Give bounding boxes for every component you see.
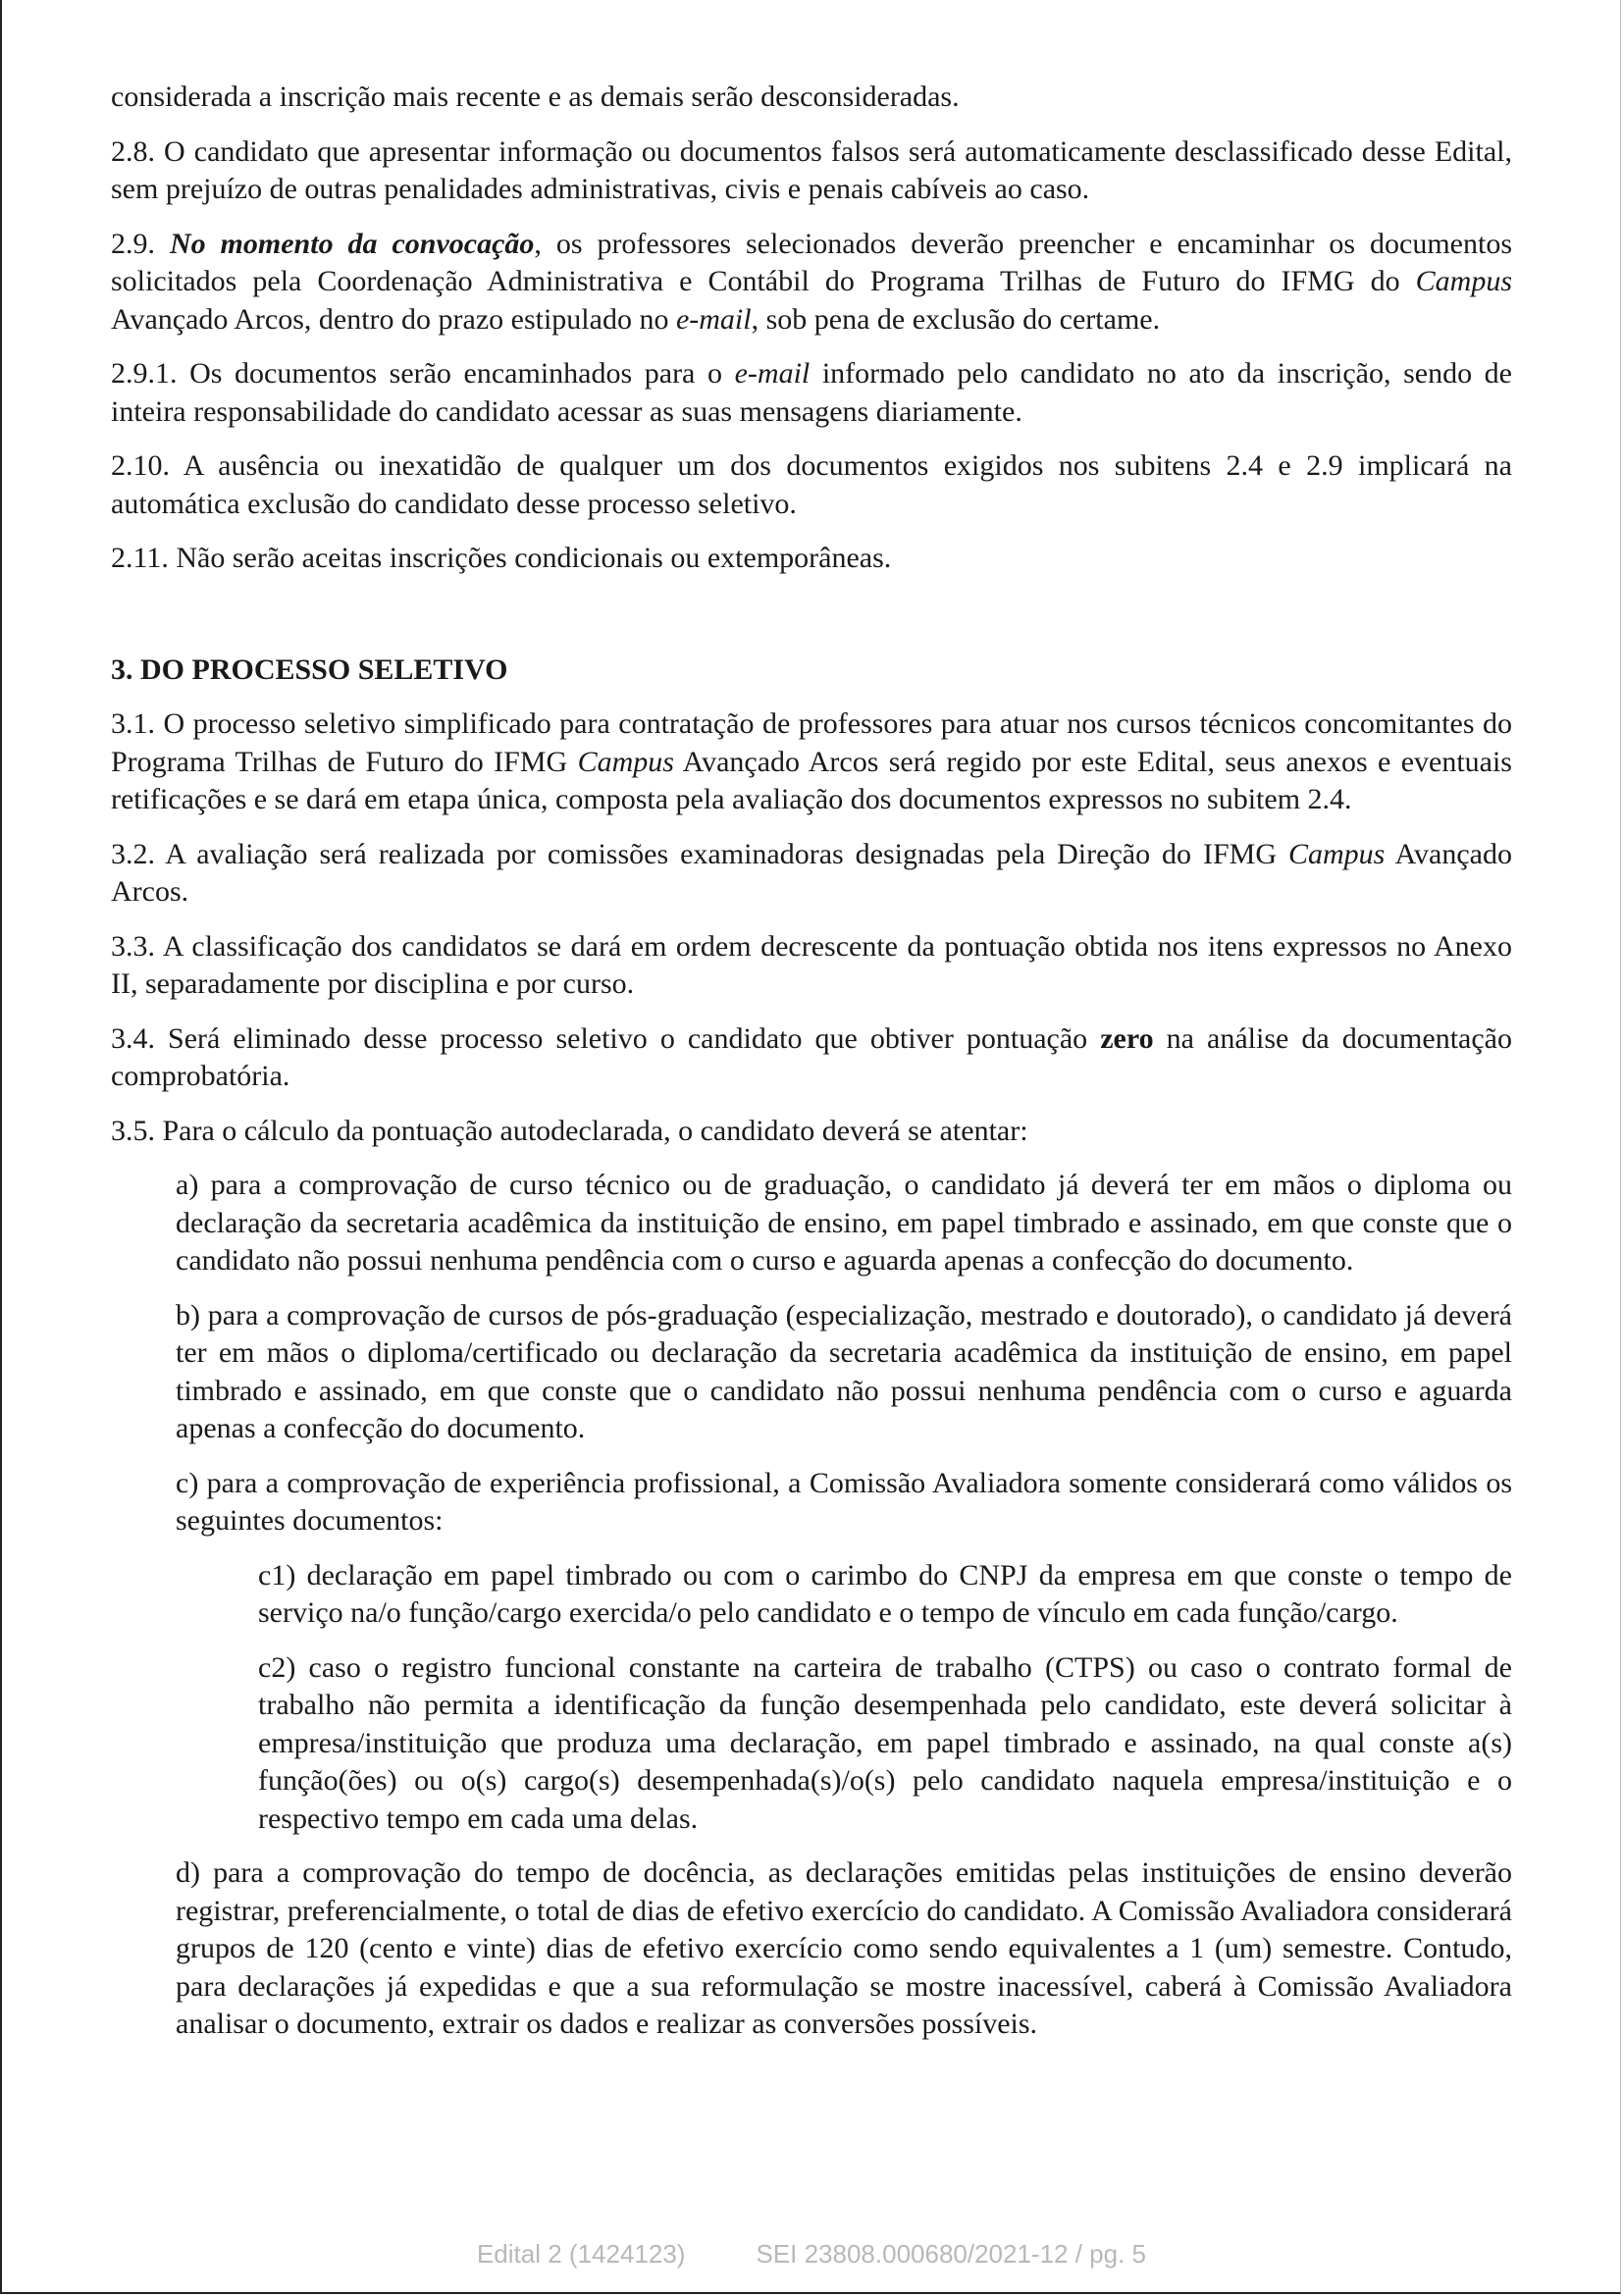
paragraph-3-4-text-2: na análise da documentação comprobatória. bbox=[111, 1021, 1512, 1092]
paragraph-2-9 bbox=[111, 226, 1512, 339]
item-3-5-b: b) para a comprovação de cursos de pós-graduação (especialização, mestrado e doutorado), o candidato já deverá ter em mãos o diploma/certificado ou declaração da secretaria acadêmica da instituição de ensino, em papel timbrado e assinado, em que conste que o candidato não possui nenhuma pendência com o curso e aguarda apenas a confecção do documento. bbox=[176, 1298, 1512, 1444]
paragraph-3-1-text-1: 3.1. O processo seletivo simplificado para contratação de professores para atuar nos cursos técnicos concomitantes do Programa Trilhas de Futuro do IFMG bbox=[111, 707, 1512, 778]
paragraph-3-2-italic-campus: Campus bbox=[1287, 837, 1386, 870]
paragraph-3-1-italic-campus: Campus bbox=[577, 745, 674, 778]
item-3-5-c1: c1) declaração em papel timbrado ou com o carimbo do CNPJ da empresa em que conste o tempo de serviço na/o função/cargo exercida/o pelo candidato e o tempo de vínculo em cada função/cargo. bbox=[258, 1558, 1512, 1629]
paragraph-2-9-text-2: Avançado Arcos, dentro do prazo estipulado no bbox=[111, 302, 676, 336]
paragraph-2-9-text-1: , os professores selecionados deverão preencher e encaminhar os documentos solicitados pela Coordenação Administrativa e Contábil do Programa Trilhas de Futuro do IFMG do bbox=[111, 227, 1512, 297]
paragraph-2-9-1-text-2: informado pelo candidato no ato da inscrição, sendo de inteira responsabilidade do candidato acessar as suas mensagens diariamente. bbox=[111, 357, 1512, 428]
paragraph-2-9-1 bbox=[111, 355, 1512, 431]
paragraph-2-9-1-italic-email: e-mail bbox=[734, 357, 811, 390]
footer-sei-reference: SEI 23808.000680/2021-12 / pg. 5 bbox=[756, 2239, 1147, 2269]
paragraph-2-8: 2.8. O candidato que apresentar informação ou documentos falsos será automaticamente desclassificado desse Edital, sem prejuízo de outras penalidades administrativas, civis e penais cabíveis ao caso. bbox=[111, 134, 1512, 205]
paragraph-3-2-text-2: Avançado Arcos. bbox=[111, 837, 1512, 908]
paragraph-2-11: 2.11. Não serão aceitas inscrições condicionais ou extemporâneas. bbox=[111, 542, 892, 574]
paragraph-3-4 bbox=[111, 1020, 1512, 1096]
item-3-5-c2: c2) caso o registro funcional constante na carteira de trabalho (CTPS) ou caso o contrato formal de trabalho não permita a identificação da função desempenhada pelo candidato, este deverá solicitar à empresa/instituição que produza uma declaração, em papel timbrado e assinado, na qual conste a(s) função(ões) ou o(s) cargo(s) desempenhada(s)/o(s) pelo candidato naquela empresa/instituição e o respectivo tempo em cada uma delas. bbox=[258, 1650, 1512, 1835]
paragraph-3-4-text-1: 3.4. Será eliminado desse processo seletivo o candidato que obtiver pontuação bbox=[111, 1021, 1101, 1055]
paragraph-2-9-1-text-1: 2.9.1. Os documentos serão encaminhados para o bbox=[111, 357, 735, 390]
paragraph-3-5: 3.5. Para o cálculo da pontuação autodeclarada, o candidato deverá se atentar: bbox=[111, 1114, 1028, 1147]
paragraph-3-1 bbox=[111, 705, 1512, 819]
paragraph-2-9-italic-campus: Campus bbox=[1415, 265, 1512, 297]
paragraph-3-4-bold-zero: zero bbox=[1100, 1021, 1154, 1055]
paragraph-2-10: 2.10. A ausência ou inexatidão de qualquer um dos documentos exigidos nos subitens 2.4 e 2.9 implicará na automática exclusão do candidato desse processo seletivo. bbox=[111, 449, 1512, 520]
footer-document-reference: Edital 2 (1424123) bbox=[476, 2239, 686, 2269]
section-spacer bbox=[111, 595, 1512, 652]
item-3-5-c: c) para a comprovação de experiência profissional, a Comissão Avaliadora somente considerará como válidos os seguintes documentos: bbox=[176, 1466, 1512, 1537]
paragraph-3-1-text-2: Avançado Arcos será regido por este Edital, seus anexos e eventuais retificações e se dará em etapa única, composta pela avaliação dos documentos expressos no subitem 2.4. bbox=[111, 745, 1512, 815]
document-body bbox=[111, 78, 1512, 2061]
item-3-5-a: a) para a comprovação de curso técnico ou de graduação, o candidato já deverá ter em mãos o diploma ou declaração da secretaria acadêmica da instituição de ensino, em papel timbrado e assinado, em que conste que o candidato não possui nenhuma pendência com o curso e aguarda apenas a confecção do documento. bbox=[176, 1169, 1512, 1277]
page-footer bbox=[0, 2239, 1623, 2270]
paragraph-3-3: 3.3. A classificação dos candidatos se dará em ordem decrescente da pontuação obtida nos itens expressos no Anexo II, separadamente por disciplina e por curso. bbox=[111, 929, 1512, 1000]
paragraph-2-9-italic-email: e-mail bbox=[675, 302, 752, 336]
paragraph-2-7-continuation: considerada a inscrição mais recente e as demais serão desconsideradas. bbox=[111, 80, 960, 113]
paragraph-2-9-emphasis: No momento da convocação bbox=[169, 227, 535, 260]
paragraph-3-2-text-1: 3.2. A avaliação será realizada por comissões examinadoras designadas pela Direção do IFMG bbox=[111, 837, 1288, 870]
section-heading-3: 3. DO PROCESSO SELETIVO bbox=[111, 652, 508, 686]
item-3-5-d: d) para a comprovação do tempo de docência, as declarações emitidas pelas instituições de ensino deverão registrar, preferencialmente, o total de dias de efetivo exercício do candidato. A Comissão Avaliadora considerará grupos de 120 (cento e vinte) dias de efetivo exercício como sendo equivalentes a 1 (um) semestre. Contudo, para declarações já expedidas e que a sua reformulação se mostre inacessível, caberá à Comissão Avaliadora analisar o documento, extrair os dados e realizar as conversões possíveis. bbox=[176, 1856, 1512, 2040]
paragraph-2-9-number: 2.9. bbox=[111, 227, 170, 260]
paragraph-2-9-text-3: , sob pena de exclusão do certame. bbox=[751, 302, 1161, 336]
paragraph-3-2 bbox=[111, 836, 1512, 912]
